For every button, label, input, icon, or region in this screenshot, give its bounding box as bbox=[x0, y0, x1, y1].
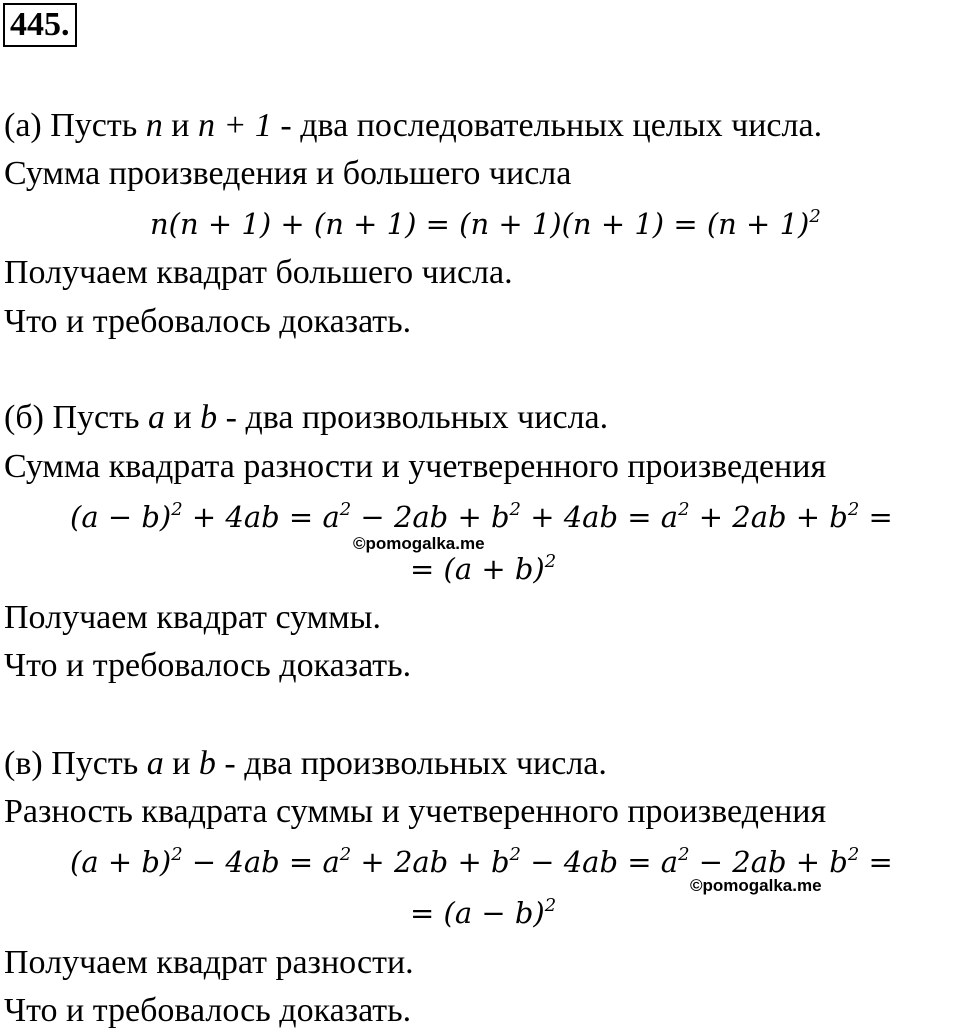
part-c-f1-p4: − 4ab = a bbox=[521, 845, 679, 879]
part-c-conclusion: Что и требовалось доказать. bbox=[4, 992, 412, 1029]
watermark-1: ©pomogalka.me bbox=[353, 534, 485, 553]
part-b-intro-prefix: (б) Пусть bbox=[4, 399, 140, 436]
part-c-intro bbox=[4, 744, 607, 784]
part-c-f1-p3: + 2ab + b bbox=[351, 845, 510, 879]
part-b-intro-suffix: - два произвольных числа. bbox=[225, 399, 609, 436]
part-b-f2-exp: 2 bbox=[544, 551, 557, 572]
part-b-formula-line1 bbox=[70, 497, 893, 537]
part-a-formula-exponent: 2 bbox=[809, 206, 821, 227]
part-c-f1-p2: − 4ab = a bbox=[182, 845, 340, 879]
part-c-f1-p1: (a + b) bbox=[70, 845, 172, 879]
part-b-f1-exp2: 2 bbox=[339, 499, 352, 520]
part-b-intro bbox=[4, 398, 608, 438]
part-b-f1-exp5: 2 bbox=[847, 499, 860, 520]
part-c-result: Получаем квадрат разности. bbox=[4, 944, 414, 981]
part-a-and: и bbox=[171, 107, 190, 144]
part-c-formula-line2 bbox=[410, 893, 556, 933]
part-c-var-b: b bbox=[198, 745, 216, 782]
part-c-f1-p6: = bbox=[859, 845, 893, 879]
part-c-intro-suffix: - два произвольных числа. bbox=[224, 745, 607, 782]
part-c-and: и bbox=[172, 745, 191, 782]
part-a-intro-suffix: - два последовательных целых числа. bbox=[280, 107, 823, 144]
part-b-f1-p1: (a − b) bbox=[70, 500, 172, 534]
part-c-f1-exp4: 2 bbox=[678, 844, 690, 865]
part-c-var-a: a bbox=[146, 745, 164, 782]
part-a-result: Получаем квадрат большего числа. bbox=[4, 254, 513, 291]
part-b-result: Получаем квадрат суммы. bbox=[4, 599, 382, 636]
part-c-f1-p5: − 2ab + b bbox=[689, 845, 848, 879]
watermark-2: ©pomogalka.me bbox=[690, 876, 822, 895]
part-b-f1-exp1: 2 bbox=[171, 499, 183, 520]
part-c-f1-exp5: 2 bbox=[847, 844, 860, 865]
part-a-formula-body: n(n + 1) + (n + 1) = (n + 1)(n + 1) = (n + 1) bbox=[150, 207, 810, 241]
problem-number: 445. bbox=[3, 3, 77, 47]
part-b-f1-p5: + 2ab + b bbox=[689, 500, 848, 534]
part-b-f1-exp3: 2 bbox=[509, 499, 521, 520]
part-a-statement: Сумма произведения и большего числа bbox=[4, 155, 572, 192]
part-c-f2-exp: 2 bbox=[544, 895, 557, 916]
part-b-f2-body: = (a + b) bbox=[410, 552, 545, 586]
part-a-intro-prefix: (а) Пусть bbox=[4, 107, 138, 144]
part-b-and: и bbox=[173, 399, 192, 436]
part-a-conclusion: Что и требовалось доказать. bbox=[4, 303, 412, 340]
part-b-f1-p2: + 4ab = a bbox=[182, 500, 340, 534]
part-c-f2-body: = (a − b) bbox=[410, 896, 545, 930]
part-b-statement: Сумма квадрата разности и учетверенного произведения bbox=[4, 448, 827, 485]
part-c-f1-exp3: 2 bbox=[509, 844, 521, 865]
part-b-var-a: a bbox=[147, 399, 165, 436]
part-c-f1-exp1: 2 bbox=[171, 844, 183, 865]
part-c-statement: Разность квадрата суммы и учетверенного произведения bbox=[4, 793, 827, 830]
part-a-expr: n + 1 bbox=[197, 107, 272, 144]
part-a-var-n: n bbox=[145, 107, 163, 144]
part-a-intro bbox=[4, 106, 822, 146]
part-a-formula bbox=[150, 204, 821, 244]
part-b-f1-exp4: 2 bbox=[678, 499, 690, 520]
part-c-f1-exp2: 2 bbox=[339, 844, 352, 865]
part-b-conclusion: Что и требовалось доказать. bbox=[4, 647, 412, 684]
part-b-var-b: b bbox=[200, 399, 218, 436]
part-b-f1-p3: − 2ab + b bbox=[351, 500, 510, 534]
part-b-formula-line2 bbox=[410, 549, 556, 589]
part-b-f1-p6: = bbox=[859, 500, 893, 534]
part-b-f1-p4: + 4ab = a bbox=[521, 500, 679, 534]
part-c-intro-prefix: (в) Пусть bbox=[4, 745, 139, 782]
